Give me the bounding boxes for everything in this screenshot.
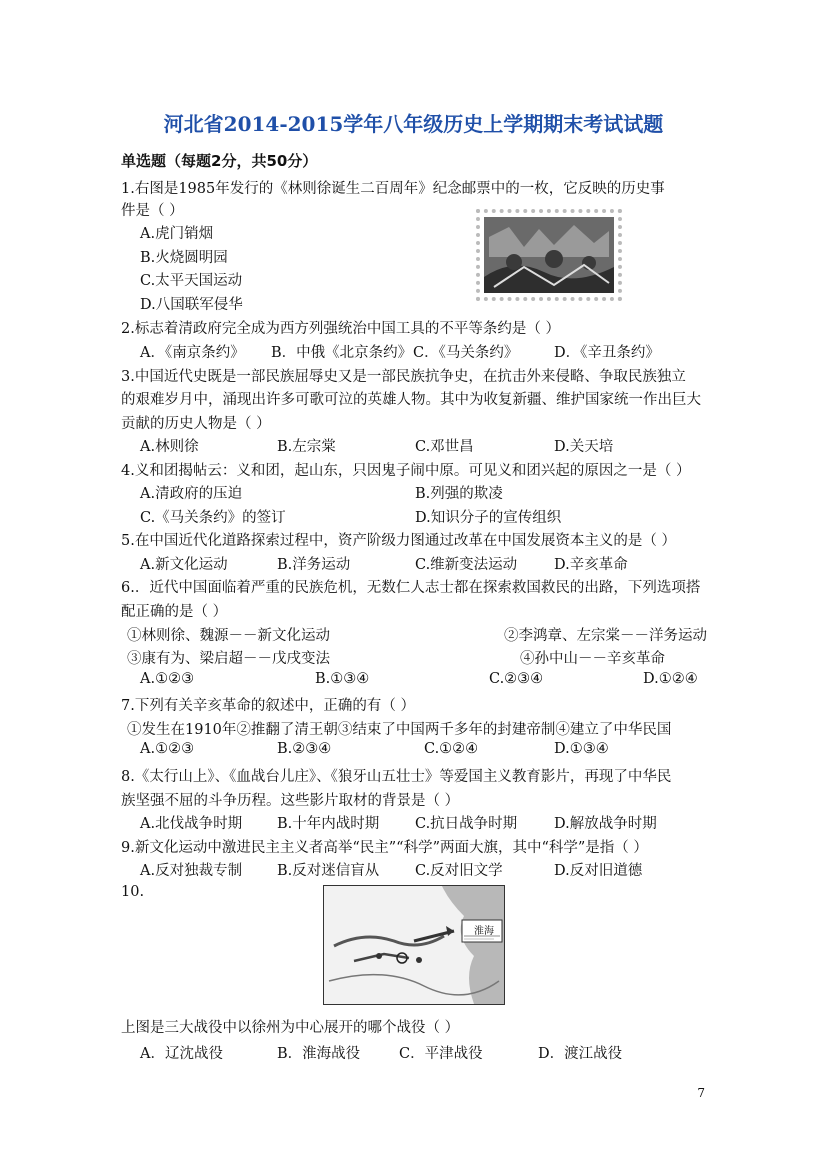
q4-option-b: B.列强的欺凌 [415,486,503,502]
q7-stem: 7.下列有关辛亥革命的叙述中，正确的有（ ） [121,698,415,714]
section-heading: 单选题（每题2分，共50分） [121,152,318,170]
q8-stem-line2: 族坚强不屈的斗争历程。这些影片取材的背景是（ ） [121,793,460,809]
stamp-illustration [484,217,614,293]
q7-option-a: A.①②③ [140,741,195,757]
stamp-image [476,209,622,301]
q10-option-d: D．渡江战役 [538,1046,623,1062]
q10-number: 10. [121,884,145,900]
q6-stem-line2: 配正确的是（ ） [121,604,228,620]
q10-option-b: B．淮海战役 [277,1046,361,1062]
q6-statement-3: ③康有为、梁启超－－戊戌变法 [127,651,330,667]
q3-option-b: B.左宗棠 [277,439,336,455]
q2-stem: 2.标志着清政府完全成为西方列强统治中国工具的不平等条约是（ ） [121,321,560,337]
q5-stem: 5.在中国近代化道路探索过程中，资产阶级力图通过改革在中国发展资本主义的是（ ） [121,533,676,549]
q3-stem-line1: 3.中国近代史既是一部民族屈辱史又是一部民族抗争史，在抗击外来侵略、争取民族独立 [121,369,686,385]
q6-option-d: D.①②④ [643,671,698,687]
q4-stem: 4.义和团揭帖云：义和团，起山东，只因鬼子闹中原。可见义和团兴起的原因之一是（ ） [121,463,691,479]
q1-option-b: B.火烧圆明园 [140,250,228,266]
q6-stem-line1: 6.．近代中国面临着严重的民族危机，无数仁人志士都在探索救国救民的出路，下列选项搭 [121,580,701,596]
q10-stem: 上图是三大战役中以徐州为中心展开的哪个战役（ ） [121,1020,460,1036]
q10-option-c: C．平津战役 [399,1046,483,1062]
q9-option-b: B.反对迷信盲从 [277,863,380,879]
q8-option-b: B.十年内战时期 [277,816,380,832]
q5-option-a: A.新文化运动 [140,557,228,573]
q6-statement-1: ①林则徐、魏源－－新文化运动 [127,628,330,644]
q3-option-c: C.邓世昌 [415,439,474,455]
q1-option-d: D.八国联军侵华 [140,297,243,313]
map-label-huaihai: 淮海 [474,926,494,937]
q6-option-a: A.①②③ [140,671,195,687]
q5-option-d: D.辛亥革命 [554,557,628,573]
q10-option-a: A．辽沈战役 [140,1046,223,1062]
q9-option-c: C.反对旧文学 [415,863,503,879]
q1-stem-line2: 件是（ ） [121,203,184,219]
q7-option-d: D.①③④ [554,741,609,757]
q5-option-b: B.洋务运动 [277,557,351,573]
q6-statement-4: ④孙中山－－辛亥革命 [520,651,665,667]
q2-option-c: C．《马关条约》 [413,345,519,361]
q8-stem-line1: 8.《太行山上》、《血战台儿庄》、《狼牙山五壮士》等爱国主义教育影片，再现了中华民 [121,769,672,785]
page-title: 河北省2014-2015学年八年级历史上学期期末考试试题 [163,112,664,136]
q6-option-c: C.②③④ [489,671,544,687]
q7-option-b: B.②③④ [277,741,332,757]
q5-option-c: C.维新变法运动 [415,557,518,573]
q9-stem: 9.新文化运动中激进民主主义者高举“民主”“科学”两面大旗，其中“科学”是指（ ） [121,840,648,856]
battle-map-illustration [324,886,504,1004]
q3-stem-line3: 贡献的历史人物是（ ） [121,416,271,432]
q4-option-c: C.《马关条约》的签订 [140,510,286,526]
q2-option-d: D．《辛丑条约》 [554,345,660,361]
q3-option-d: D.关天培 [554,439,614,455]
q6-option-b: B.①③④ [315,671,370,687]
q7-option-c: C.①②④ [424,741,479,757]
q9-option-d: D.反对旧道德 [554,863,643,879]
q8-option-d: D.解放战争时期 [554,816,657,832]
q2-option-a: A．《南京条约》 [140,345,245,361]
q7-statements: ①发生在1910年②推翻了清王朝③结束了中国两千多年的封建帝制④建立了中华民国 [127,722,672,738]
q3-option-a: A.林则徐 [140,439,199,455]
q3-stem-line2: 的艰难岁月中，涌现出许多可歌可泣的英雄人物。其中为收复新疆、维护国家统一作出巨大 [121,392,701,408]
battle-map-image [323,885,505,1005]
q8-option-c: C.抗日战争时期 [415,816,518,832]
q1-stem-line1: 1.右图是1985年发行的《林则徐诞生二百周年》纪念邮票中的一枚，它反映的历史事 [121,181,665,197]
q4-option-d: D.知识分子的宣传组织 [415,510,562,526]
q6-statement-2: ②李鸿章、左宗棠－－洋务运动 [504,628,707,644]
q4-option-a: A.清政府的压迫 [140,486,243,502]
q1-option-a: A.虎门销烟 [140,226,214,242]
q2-option-b: B．中俄《北京条约》 [271,345,413,361]
page-number: 7 [697,1086,705,1100]
q9-option-a: A.反对独裁专制 [140,863,243,879]
q8-option-a: A.北伐战争时期 [140,816,243,832]
q1-option-c: C.太平天国运动 [140,273,243,289]
